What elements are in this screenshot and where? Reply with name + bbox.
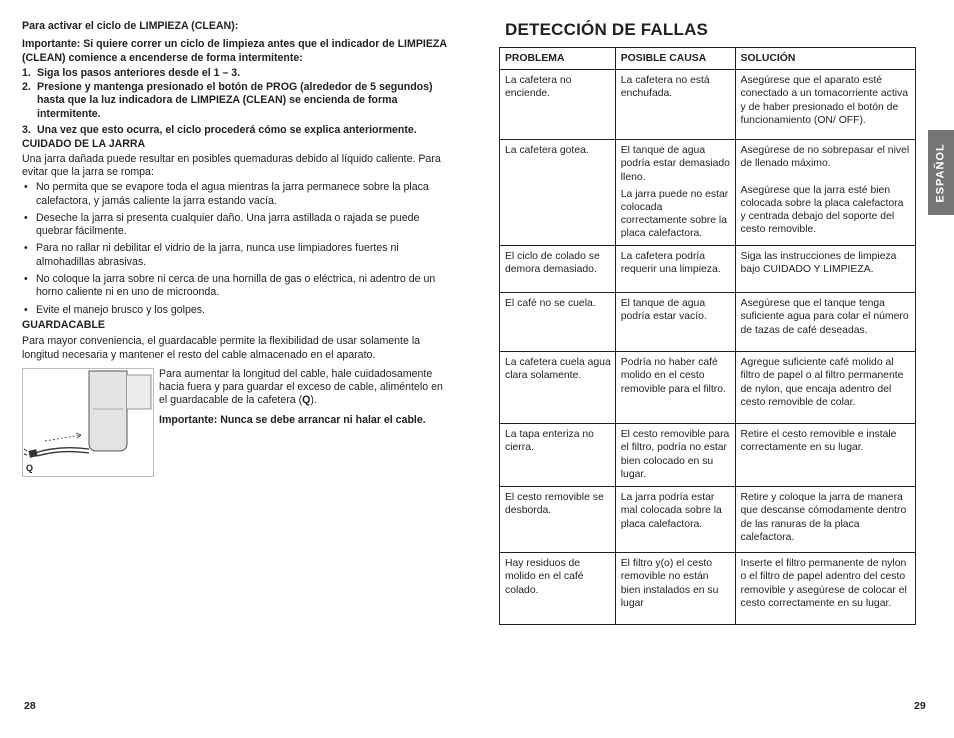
cause-cell-text: El cesto removible para el filtro, podría no estar bien colocado en su lugar. [620, 429, 730, 480]
header-solution: SOLUCIÓN [735, 48, 915, 70]
solution-cell [735, 246, 915, 293]
cord-storage-text [159, 368, 452, 408]
carafe-care-bullet: • Evite el manejo brusco y los golpes. [22, 304, 452, 317]
problem-cell-text: La tapa enteriza no cierra. [505, 429, 594, 454]
cause-cell [615, 487, 735, 553]
carafe-care-bullet: • Para no rallar ni debilitar el vidrio de la jarra, nunca use limpiadores fuertes ni almohadillas abrasivas. [22, 242, 452, 269]
cause-cell [615, 140, 735, 246]
table-row [500, 246, 916, 293]
cause-cell-text: La cafetera no está enchufada. [620, 75, 710, 100]
table-row [500, 553, 916, 625]
solution-cell [735, 487, 915, 553]
carafe-care-bullets [22, 181, 452, 317]
problem-cell-text: La cafetera gotea. [505, 145, 589, 157]
troubleshooting-title: DETECCIÓN DE FALLAS [505, 20, 709, 39]
cause-cell-text: La jarra puede no estar colocada correctamente sobre la placa calefactora. [620, 188, 729, 240]
cause-cell [615, 424, 735, 487]
page-number-left: 28 [24, 700, 36, 712]
solution-cell [735, 140, 915, 246]
cause-cell-text: El filtro y(o) el cesto removible no están bien instalados en su lugar [620, 558, 719, 609]
cause-cell [615, 246, 735, 293]
solution-cell-text: Asegúrese de no sobrepasar el nivel de llenado máximo. [740, 145, 910, 170]
problem-cell-text: La cafetera cuela agua clara solamente. [505, 357, 611, 382]
solution-cell-text: Asegúrese que el tanque tenga suficiente agua para colar el número de tazas de café deseadas. [740, 298, 909, 336]
clean-cycle-important: Importante: Si quiere correr un ciclo de limpieza antes que el indicador de LIMPIEZA (CLEAN) comience a encenderse de forma intermitente: [22, 38, 447, 64]
clean-steps-list [22, 67, 452, 137]
header-cause: POSIBLE CAUSA [615, 48, 735, 70]
clean-step-number: 2. [22, 81, 31, 94]
page-number-right: 29 [914, 700, 926, 712]
cord-text-a: Para aumentar la longitud del cable, hale cuidadosamente hacia fuera y para guardar el exceso de cable, aliméntelo en el guardacable de la cafetera ( [159, 367, 443, 407]
solution-cell-text: Retire y coloque la jarra de manera que descanse cómodamente dentro de las ranuras de la placa calefactora. [740, 492, 907, 543]
solution-cell-text: Retire el cesto removible e instale correctamente en su lugar. [740, 429, 897, 454]
clean-step-number: 1. [22, 66, 31, 79]
header-problem: PROBLEMA [500, 48, 616, 70]
clean-step [22, 124, 452, 137]
cord-storage-section [22, 368, 452, 477]
table-header-row [500, 48, 916, 70]
carafe-care-intro: Una jarra dañada puede resultar en posibles quemaduras debido al líquido caliente. Para evitar que la jarra se rompa: [22, 152, 441, 178]
problem-cell [500, 246, 616, 293]
language-tab-label: ESPAÑOL [935, 142, 948, 203]
table-row [500, 293, 916, 352]
solution-cell [735, 293, 915, 352]
solution-cell-text: Inserte el filtro permanente de nylon o el filtro de papel adentro del cesto removible y asegúrese de colocar el cesto correctamente en su lugar. [740, 558, 907, 609]
table-row [500, 352, 916, 424]
problem-cell [500, 140, 616, 246]
solution-cell [735, 424, 915, 487]
problem-cell-text: El café no se cuela. [505, 298, 596, 310]
troubleshooting-table [499, 47, 916, 625]
table-row [500, 424, 916, 487]
solution-cell-text: Asegúrese que la jarra esté bien colocada sobre la placa calefactora y centrada debajo del soporte del cesto removible. [740, 184, 904, 236]
coffeemaker-cord-drawing [23, 369, 153, 476]
carafe-care-bullet: • No permita que se evapore toda el agua mientras la jarra permanece sobre la placa calefactora, y jamás caliente la jarra estando vacía. [22, 181, 452, 208]
cause-cell-text: Podría no haber café molido en el cesto removible para el filtro. [620, 357, 726, 395]
problem-cell-text: La cafetera no enciende. [505, 75, 572, 100]
cause-cell-text: La cafetera podría requerir una limpieza. [620, 251, 721, 276]
problem-cell [500, 352, 616, 424]
problem-cell [500, 424, 616, 487]
cord-important-note: Importante: Nunca se debe arrancar ni halar el cable. [159, 413, 426, 426]
cause-cell [615, 293, 735, 352]
carafe-care-bullet: • Deseche la jarra si presenta cualquier daño. Una jarra astillada o rajada se puede quebrar fácilmente. [22, 212, 452, 239]
cause-cell [615, 553, 735, 625]
clean-step-text: Siga los pasos anteriores desde el 1 – 3. [37, 66, 241, 79]
cause-cell-text: La jarra podría estar mal colocada sobre la placa calefactora. [620, 492, 722, 530]
figure-label-q: Q [26, 462, 34, 473]
cord-storage-instructions [159, 368, 452, 477]
solution-cell [735, 70, 915, 140]
clean-step [22, 67, 452, 80]
language-tab-espanol [928, 130, 954, 215]
table-row [500, 487, 916, 553]
clean-step [22, 81, 452, 121]
problem-cell [500, 70, 616, 140]
right-page [499, 20, 916, 625]
solution-cell-text: Agregue suficiente café molido al filtro de papel o al filtro permanente de nylon, que encaja adentro del cesto removible de colar. [740, 357, 904, 408]
cord-storage-illustration [22, 368, 154, 477]
cord-text-q: Q [302, 394, 311, 407]
table-row [500, 140, 916, 246]
problem-cell [500, 293, 616, 352]
solution-cell-text: Asegúrese que el aparato esté conectado a un tomacorriente activa y de haber presionado el botón de funcionamiento (ON/ OFF). [740, 75, 909, 126]
cause-cell [615, 70, 735, 140]
cord-text-b: ). [310, 394, 317, 407]
solution-cell [735, 352, 915, 424]
solution-cell [735, 553, 915, 625]
problem-cell-text: El cesto removible se desborda. [505, 492, 604, 517]
problem-cell [500, 553, 616, 625]
cause-cell-text: El tanque de agua podría estar demasiado lleno. [620, 145, 730, 183]
left-page [22, 20, 452, 477]
cause-cell [615, 352, 735, 424]
clean-cycle-heading: Para activar el ciclo de LIMPIEZA (CLEAN): [22, 20, 239, 32]
solution-cell-text: Siga las instrucciones de limpieza bajo CUIDADO Y LIMPIEZA. [740, 251, 897, 276]
clean-step-text: Una vez que esto ocurra, el ciclo procederá cómo se explica anteriormente. [37, 124, 417, 137]
cord-storage-intro: Para mayor conveniencia, el guardacable permite la flexibilidad de usar solamente la longitud necesaria y mantener el resto del cable almacenado en el aparato. [22, 335, 421, 361]
problem-cell [500, 487, 616, 553]
carafe-care-bullet: • No coloque la jarra sobre ni cerca de una hornilla de gas o eléctrica, ni adentro de un horno caliente ni en uno de microonda. [22, 273, 452, 300]
cause-cell-text: El tanque de agua podría estar vacío. [620, 298, 707, 323]
clean-step-text: Presione y mantenga presionado el botón de PROG (alrededor de 5 segundos) hasta que la luz indicadora de LIMPIEZA (CLEAN) se encienda de forma intermitente. [37, 81, 433, 120]
carafe-care-heading: CUIDADO DE LA JARRA [22, 138, 146, 151]
problem-cell-text: El ciclo de colado se demora demasiado. [505, 251, 600, 276]
cord-storage-heading: GUARDACABLE [22, 318, 105, 331]
problem-cell-text: Hay residuos de molido en el café colado. [505, 558, 584, 596]
clean-step-number: 3. [22, 124, 31, 137]
table-row [500, 70, 916, 140]
